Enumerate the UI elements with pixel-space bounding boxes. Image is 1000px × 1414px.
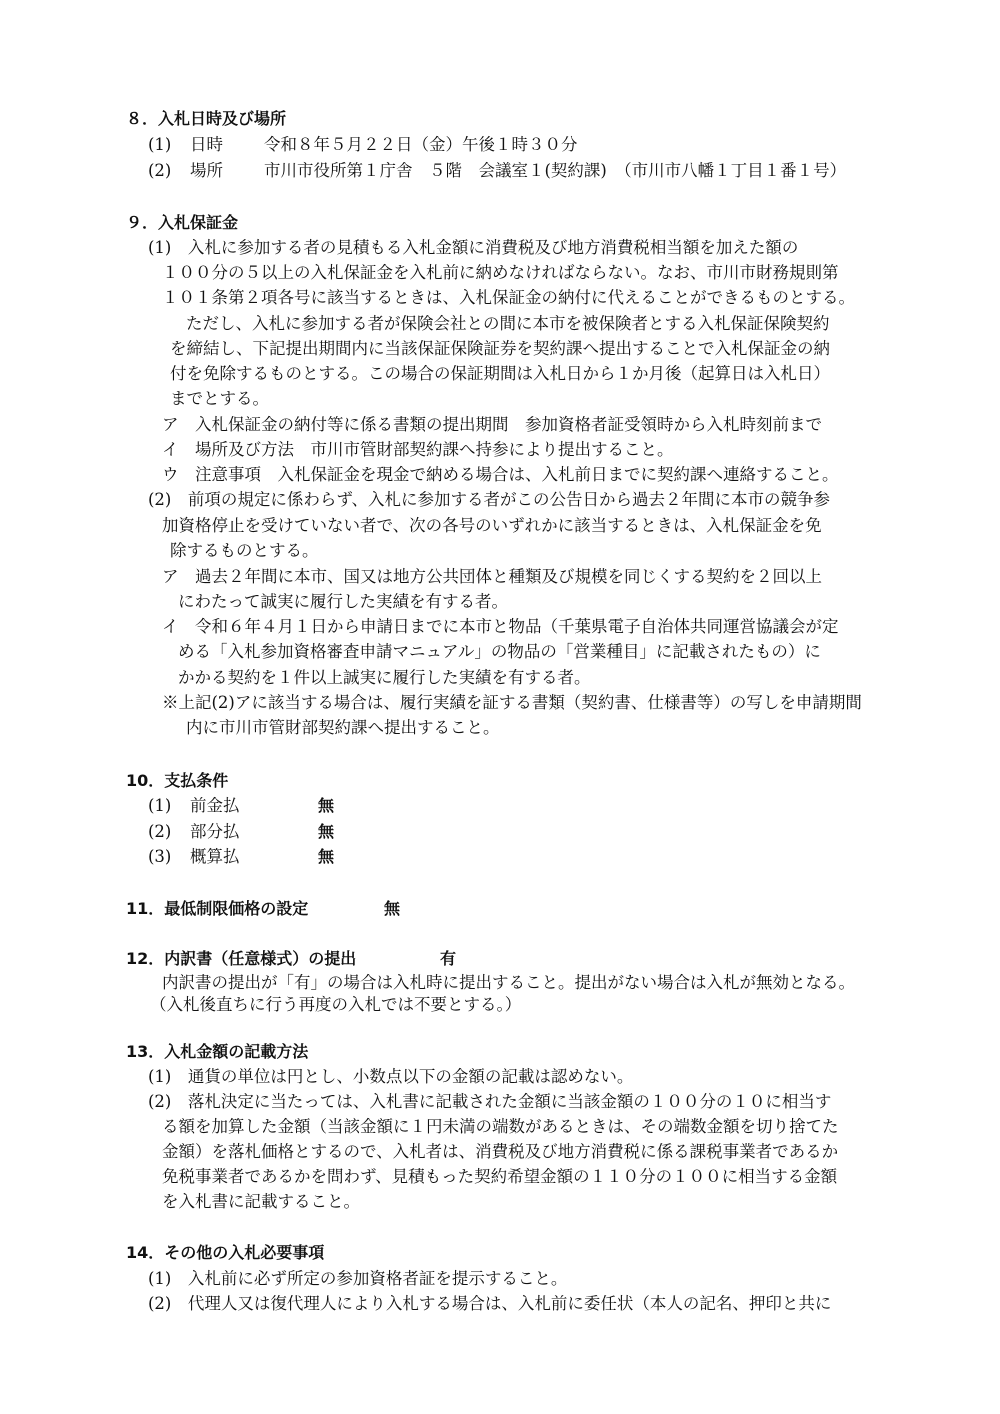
section-13-heading: 13．入札金額の記載方法 (126, 1042, 309, 1061)
s14-p1: (1) 入札前に必ず所定の参加資格者証を提示すること。 (148, 1269, 568, 1288)
section-8-heading: ８．入札日時及び場所 (126, 109, 287, 128)
s9-p1-line6: 付を免除するものとする。この場合の保証期間は入札日から１か月後（起算日は入札日） (170, 364, 830, 383)
section-12-heading: 12．内訳書（任意様式）の提出 (126, 949, 357, 968)
s9-item-i: イ 場所及び方法 市川市管財部契約課へ持参により提出すること。 (162, 440, 674, 459)
s8-item1-num: (1) (148, 135, 172, 154)
s8-item2-value: 市川市役所第１庁舎 ５階 会議室１(契約課) （市川市八幡１丁目１番１号） (264, 161, 847, 180)
s10-row1-value: 無 (318, 796, 335, 815)
s10-row1-num: (1) (148, 796, 172, 815)
s10-row2-value: 無 (318, 822, 335, 841)
s11-value: 無 (384, 899, 401, 918)
s9-p2a-line2: にわたって誠実に履行した実績を有する者。 (178, 592, 508, 611)
s9-item-u: ウ 注意事項 入札保証金を現金で納める場合は、入札前日までに契約課へ連絡すること。 (162, 465, 839, 484)
s13-p2-line1: (2) 落札決定に当たっては、入札書に記載された金額に当該金額の１００分の１０に相当す (148, 1092, 832, 1111)
s9-p1-line5: を締結し、下記提出期間内に当該保証保険証券を契約課へ提出することで入札保証金の納 (170, 339, 830, 358)
s10-row3-value: 無 (318, 847, 335, 866)
s8-item2-num: (2) (148, 161, 172, 180)
s10-row1-label: 前金払 (190, 796, 240, 815)
s9-p2i-line2: める「入札参加資格審査申請マニュアル」の物品の「営業種目」に記載されたもの）に (178, 642, 821, 661)
s9-p1-line1: (1) 入札に参加する者の見積もる入札金額に消費税及び地方消費税相当額を加えた額の (148, 238, 799, 257)
section-10-heading: 10．支払条件 (126, 771, 229, 790)
s9-p2a-line1: ア 過去２年間に本市、国又は地方公共団体と種類及び規模を同じくする契約を２回以上 (162, 567, 822, 586)
s9-p2-line2: 加資格停止を受けていない者で、次の各号のいずれかに該当するときは、入札保証金を免 (162, 516, 822, 535)
s14-p2: (2) 代理人又は復代理人により入札する場合は、入札前に委任状（本人の記名、押印と共に (148, 1294, 832, 1313)
s13-p2-line2: る額を加算した金額（当該金額に１円未満の端数があるときは、その端数金額を切り捨てた (162, 1117, 839, 1136)
s9-note-line1: ※上記(2)アに該当する場合は、履行実績を証する書類（契約書、仕様書等）の写しを申請期間 (162, 693, 862, 712)
s9-p1-line4: ただし、入札に参加する者が保険会社との間に本市を被保険者とする入札保証保険契約 (186, 314, 830, 333)
s10-row3-label: 概算払 (190, 847, 240, 866)
s9-p1-line3: １０１条第２項各号に該当するときは、入札保証金の納付に代えることができるものとする。 (162, 288, 855, 307)
s13-p2-line3: 金額）を落札価格とするので、入札者は、消費税及び地方消費税に係る課税事業者であるか (162, 1142, 839, 1161)
s8-item2-label: 場所 (190, 161, 223, 180)
s13-p1: (1) 通貨の単位は円とし、小数点以下の金額の記載は認めない。 (148, 1067, 634, 1086)
s13-p2-line4: 免税事業者であるかを問わず、見積もった契約希望金額の１１０分の１００に相当する金額 (162, 1167, 838, 1186)
s10-row2-label: 部分払 (190, 822, 240, 841)
s12-line2: （入札後直ちに行う再度の入札では不要とする。） (150, 995, 522, 1014)
s13-p2-line5: を入札書に記載すること。 (162, 1192, 360, 1211)
s10-row3-num: (3) (148, 847, 172, 866)
section-11-heading: 11．最低制限価格の設定 (126, 899, 309, 918)
s9-p1-line2: １００分の５以上の入札保証金を入札前に納めなければならない。なお、市川市財務規則第 (162, 263, 839, 282)
s12-value: 有 (440, 949, 457, 968)
s8-item1-label: 日時 (190, 135, 223, 154)
s9-p1-line7: までとする。 (170, 389, 269, 408)
s10-row2-num: (2) (148, 822, 172, 841)
section-9-heading: ９．入札保証金 (126, 213, 239, 232)
section-14-heading: 14．その他の入札必要事項 (126, 1243, 325, 1262)
s9-item-a: ア 入札保証金の納付等に係る書類の提出期間 参加資格者証受領時から入札時刻前まで (162, 415, 822, 434)
s9-p2-line3: 除するものとする。 (170, 541, 319, 560)
s9-note-line2: 内に市川市管財部契約課へ提出すること。 (186, 718, 500, 737)
s12-line1: 内訳書の提出が「有」の場合は入札時に提出すること。提出がない場合は入札が無効となる。 (162, 973, 855, 992)
s8-item1-value: 令和８年５月２２日（金）午後１時３０分 (264, 135, 578, 154)
s9-p2-line1: (2) 前項の規定に係わらず、入札に参加する者がこの公告日から過去２年間に本市の競争参 (148, 490, 831, 509)
s9-p2i-line1: イ 令和６年４月１日から申請日までに本市と物品（千葉県電子自治体共同運営協議会が定 (162, 617, 839, 636)
s9-p2i-line3: かかる契約を１件以上誠実に履行した実績を有する者。 (178, 668, 591, 687)
